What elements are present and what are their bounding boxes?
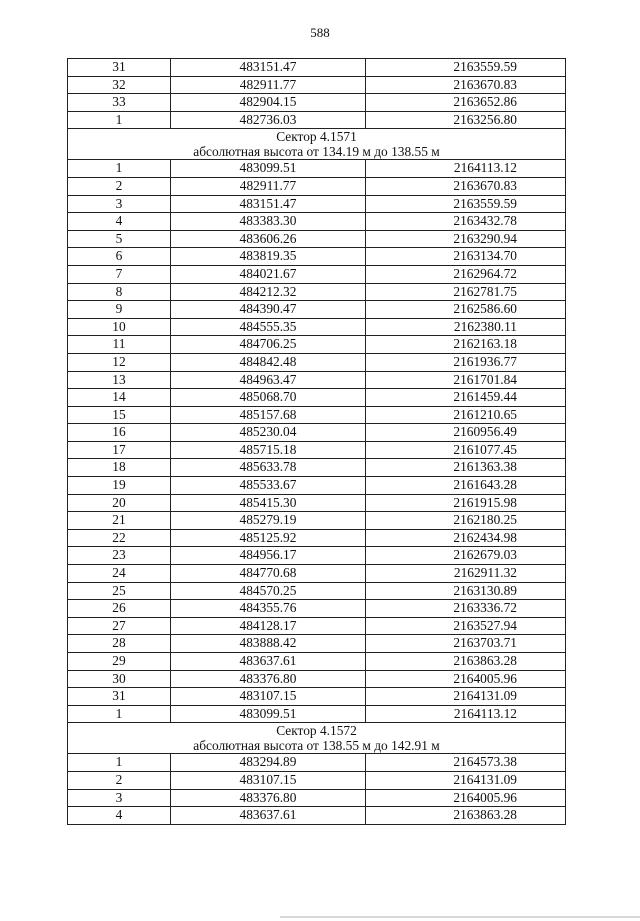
point-number: 7: [68, 265, 171, 283]
coordinate-x: 485533.67: [171, 477, 366, 495]
point-number: 32: [68, 76, 171, 94]
coordinate-x: 483376.80: [171, 789, 366, 807]
table-row: [68, 94, 566, 112]
table-row: [68, 59, 566, 77]
table-row: [68, 477, 566, 495]
table-row: [68, 670, 566, 688]
coordinate-y: 2162781.75: [366, 283, 566, 301]
coordinate-x: 483888.42: [171, 635, 366, 653]
point-number: 9: [68, 301, 171, 319]
point-number: 2: [68, 177, 171, 195]
coordinate-x: 484212.32: [171, 283, 366, 301]
table-row: [68, 600, 566, 618]
coordinate-y: 2164113.12: [366, 160, 566, 178]
table-row: [68, 230, 566, 248]
table-row: [68, 512, 566, 530]
coordinate-y: 2164005.96: [366, 789, 566, 807]
coordinate-x: 484555.35: [171, 318, 366, 336]
table-row: [68, 318, 566, 336]
coordinate-x: 483151.47: [171, 195, 366, 213]
table-row: [68, 807, 566, 825]
coordinates-table-body: [68, 59, 566, 825]
coordinate-y: 2160956.49: [366, 424, 566, 442]
point-number: 6: [68, 248, 171, 266]
point-number: 30: [68, 670, 171, 688]
coordinate-y: 2163256.80: [366, 111, 566, 129]
table-row: [68, 424, 566, 442]
table-row: [68, 771, 566, 789]
point-number: 11: [68, 336, 171, 354]
coordinate-x: 484963.47: [171, 371, 366, 389]
coordinate-x: 482911.77: [171, 177, 366, 195]
coordinate-y: 2163130.89: [366, 582, 566, 600]
sector-header-row: [68, 129, 566, 160]
table-row: [68, 582, 566, 600]
table-row: [68, 494, 566, 512]
point-number: 3: [68, 195, 171, 213]
sector-header-row: [68, 723, 566, 754]
coordinate-x: 485633.78: [171, 459, 366, 477]
table-row: [68, 389, 566, 407]
coordinate-x: 482736.03: [171, 111, 366, 129]
coordinate-y: 2161915.98: [366, 494, 566, 512]
coordinate-y: 2162911.32: [366, 565, 566, 583]
point-number: 1: [68, 754, 171, 772]
coordinate-x: 483637.61: [171, 653, 366, 671]
table-row: [68, 705, 566, 723]
point-number: 18: [68, 459, 171, 477]
point-number: 14: [68, 389, 171, 407]
coordinate-y: 2162380.11: [366, 318, 566, 336]
coordinate-y: 2163290.94: [366, 230, 566, 248]
table-row: [68, 529, 566, 547]
coordinates-table: [67, 58, 566, 825]
point-number: 4: [68, 807, 171, 825]
coordinate-x: 484021.67: [171, 265, 366, 283]
table-row: [68, 353, 566, 371]
point-number: 26: [68, 600, 171, 618]
point-number: 23: [68, 547, 171, 565]
table-row: [68, 111, 566, 129]
coordinate-y: 2162964.72: [366, 265, 566, 283]
coordinate-y: 2163527.94: [366, 617, 566, 635]
point-number: 8: [68, 283, 171, 301]
coordinate-x: 484770.68: [171, 565, 366, 583]
point-number: 31: [68, 59, 171, 77]
point-number: 19: [68, 477, 171, 495]
coordinate-x: 485715.18: [171, 441, 366, 459]
coordinate-x: 485230.04: [171, 424, 366, 442]
point-number: 17: [68, 441, 171, 459]
coordinate-x: 485157.68: [171, 406, 366, 424]
table-row: [68, 301, 566, 319]
table-row: [68, 617, 566, 635]
table-row: [68, 195, 566, 213]
coordinate-x: 483383.30: [171, 213, 366, 231]
coordinate-y: 2164113.12: [366, 705, 566, 723]
point-number: 20: [68, 494, 171, 512]
table-row: [68, 213, 566, 231]
coordinate-x: 482904.15: [171, 94, 366, 112]
sector-altitude-range: абсолютная высота от 134.19 м до 138.55 м: [193, 144, 440, 160]
point-number: 29: [68, 653, 171, 671]
coordinate-x: 483606.26: [171, 230, 366, 248]
table-row: [68, 653, 566, 671]
point-number: 33: [68, 94, 171, 112]
table-row: [68, 565, 566, 583]
coordinate-x: 482911.77: [171, 76, 366, 94]
coordinate-x: 483637.61: [171, 807, 366, 825]
coordinate-x: 485415.30: [171, 494, 366, 512]
coordinate-y: 2161701.84: [366, 371, 566, 389]
point-number: 4: [68, 213, 171, 231]
coordinate-y: 2163863.28: [366, 807, 566, 825]
coordinate-y: 2161210.65: [366, 406, 566, 424]
coordinate-y: 2162434.98: [366, 529, 566, 547]
point-number: 1: [68, 160, 171, 178]
coordinate-x: 485068.70: [171, 389, 366, 407]
point-number: 28: [68, 635, 171, 653]
coordinate-y: 2163670.83: [366, 177, 566, 195]
coordinate-x: 483819.35: [171, 248, 366, 266]
coordinate-x: 484390.47: [171, 301, 366, 319]
table-row: [68, 635, 566, 653]
coordinate-y: 2162586.60: [366, 301, 566, 319]
point-number: 13: [68, 371, 171, 389]
table-row: [68, 371, 566, 389]
table-row: [68, 441, 566, 459]
coordinate-y: 2162679.03: [366, 547, 566, 565]
coordinate-x: 485279.19: [171, 512, 366, 530]
point-number: 22: [68, 529, 171, 547]
point-number: 15: [68, 406, 171, 424]
sector-altitude-range: абсолютная высота от 138.55 м до 142.91 м: [193, 738, 440, 754]
coordinate-y: 2163559.59: [366, 59, 566, 77]
point-number: 5: [68, 230, 171, 248]
coordinate-x: 484956.17: [171, 547, 366, 565]
point-number: 1: [68, 111, 171, 129]
coordinate-x: 483151.47: [171, 59, 366, 77]
coordinate-y: 2163670.83: [366, 76, 566, 94]
coordinate-y: 2163134.70: [366, 248, 566, 266]
coordinate-y: 2161459.44: [366, 389, 566, 407]
sector-title: Сектор 4.1571: [276, 129, 357, 145]
coordinate-x: 484355.76: [171, 600, 366, 618]
coordinate-x: 484128.17: [171, 617, 366, 635]
coordinate-y: 2163432.78: [366, 213, 566, 231]
sector-header-cell: [68, 129, 566, 160]
table-row: [68, 688, 566, 706]
coordinate-y: 2161363.38: [366, 459, 566, 477]
point-number: 21: [68, 512, 171, 530]
point-number: 16: [68, 424, 171, 442]
table-row: [68, 248, 566, 266]
table-row: [68, 789, 566, 807]
point-number: 25: [68, 582, 171, 600]
coordinate-x: 483107.15: [171, 688, 366, 706]
point-number: 1: [68, 705, 171, 723]
table-row: [68, 406, 566, 424]
sector-header-cell: [68, 723, 566, 754]
coordinate-y: 2163336.72: [366, 600, 566, 618]
table-row: [68, 336, 566, 354]
coordinate-y: 2163703.71: [366, 635, 566, 653]
sector-title: Сектор 4.1572: [276, 723, 357, 739]
coordinate-y: 2161077.45: [366, 441, 566, 459]
coordinate-x: 484706.25: [171, 336, 366, 354]
coordinate-y: 2161936.77: [366, 353, 566, 371]
coordinate-y: 2164131.09: [366, 688, 566, 706]
scan-edge-line: [280, 916, 640, 918]
point-number: 3: [68, 789, 171, 807]
coordinate-y: 2164573.38: [366, 754, 566, 772]
table-row: [68, 754, 566, 772]
coordinate-y: 2164131.09: [366, 771, 566, 789]
coordinate-x: 484570.25: [171, 582, 366, 600]
coordinate-x: 483376.80: [171, 670, 366, 688]
table-row: [68, 160, 566, 178]
coordinate-y: 2162163.18: [366, 336, 566, 354]
coordinate-y: 2163863.28: [366, 653, 566, 671]
coordinate-x: 483099.51: [171, 160, 366, 178]
coordinate-x: 483294.89: [171, 754, 366, 772]
coordinate-x: 485125.92: [171, 529, 366, 547]
table-row: [68, 283, 566, 301]
point-number: 24: [68, 565, 171, 583]
table-row: [68, 76, 566, 94]
table-row: [68, 459, 566, 477]
point-number: 10: [68, 318, 171, 336]
coordinate-y: 2163652.86: [366, 94, 566, 112]
coordinate-x: 484842.48: [171, 353, 366, 371]
table-row: [68, 265, 566, 283]
page-number: 588: [310, 25, 330, 40]
point-number: 31: [68, 688, 171, 706]
table-row: [68, 547, 566, 565]
point-number: 2: [68, 771, 171, 789]
coordinate-x: 483107.15: [171, 771, 366, 789]
point-number: 12: [68, 353, 171, 371]
coordinate-y: 2162180.25: [366, 512, 566, 530]
coordinate-x: 483099.51: [171, 705, 366, 723]
coordinate-y: 2161643.28: [366, 477, 566, 495]
table-row: [68, 177, 566, 195]
coordinate-y: 2163559.59: [366, 195, 566, 213]
coordinate-y: 2164005.96: [366, 670, 566, 688]
point-number: 27: [68, 617, 171, 635]
